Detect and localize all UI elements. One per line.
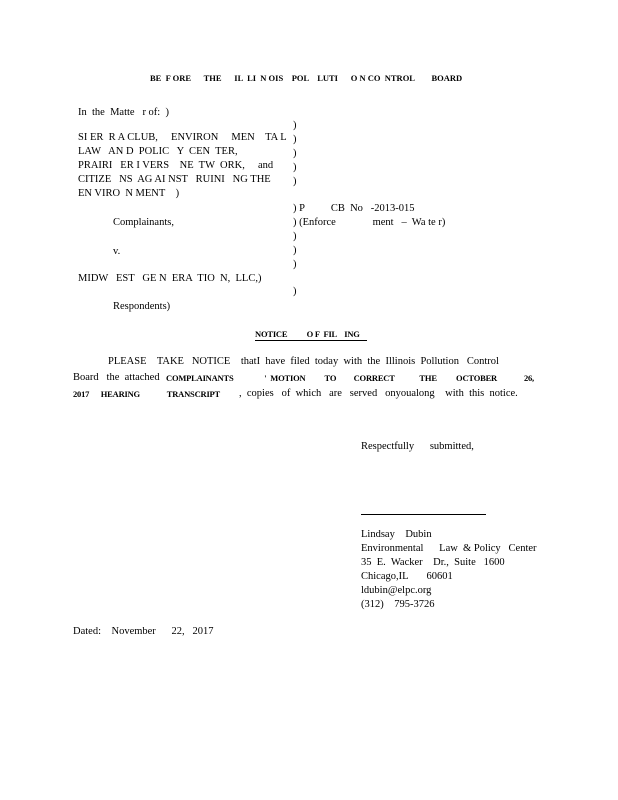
signer-organization: Environmental Law & Policy Center <box>361 543 537 554</box>
notice-line-1: PLEASE TAKE NOTICE thatI have filed today with the Illinois Pollution Control <box>108 356 499 367</box>
case-number: ) P CB No -2013-015 <box>293 203 415 214</box>
signer-address-city: Chicago,IL 60601 <box>361 571 453 582</box>
dated-line: Dated: November 22, 2017 <box>73 626 214 637</box>
signer-name: Lindsay Dubin <box>361 529 432 540</box>
signer-phone: (312) 795-3726 <box>361 599 435 610</box>
versus-label: v. <box>113 246 121 257</box>
document-header: BE F ORE THE IL LI N OIS POL LUTI O N CO NTROL BOARD <box>150 73 463 83</box>
respondents-label: Respondents) <box>113 301 171 312</box>
caption-paren: ) <box>293 245 297 256</box>
party-line-3: PRAIRI ER I VERS NE TW ORK, and <box>78 160 274 171</box>
signature-line <box>361 514 486 515</box>
motion-title-part-1: COMPLAINANTS ' MOTION TO CORRECT THE OCTOBER 26, <box>166 373 534 383</box>
signer-address-street: 35 E. Wacker Dr., Suite 1600 <box>361 557 505 568</box>
caption-paren: ) <box>293 231 297 242</box>
notice-heading-underline <box>255 340 367 341</box>
respondent-name: MIDW EST GE N ERA TIO N, LLC,) <box>78 273 262 284</box>
caption-paren: ) <box>293 259 297 270</box>
complainants-label: Complainants, <box>113 217 174 228</box>
motion-title-part-2: 2017 HEARING TRANSCRIPT <box>73 389 221 399</box>
caption-paren: ) <box>293 162 297 173</box>
party-line-2: LAW AN D POLIC Y CEN TER, <box>78 146 238 157</box>
caption-paren: ) <box>293 176 297 187</box>
closing: Respectfully submitted, <box>361 441 474 452</box>
case-type: ) (Enforce ment – Wa te r) <box>293 217 446 228</box>
caption-paren: ) <box>293 120 297 131</box>
party-line-1: SI ER R A CLUB, ENVIRON MEN TA L <box>78 132 287 143</box>
in-the-matter-of: In the Matte r of: ) <box>78 107 169 118</box>
party-line-5: EN VIRO N MENT ) <box>78 188 180 199</box>
notice-heading: NOTICE O F FIL ING <box>255 329 360 339</box>
caption-paren: ) <box>293 134 297 145</box>
party-line-4: CITIZE NS AG AI NST RUINI NG THE <box>78 174 271 185</box>
notice-line-3-end: , copies of which are served onyoualong with this notice. <box>239 388 518 399</box>
caption-paren: ) <box>293 148 297 159</box>
notice-line-2-start: Board the attached <box>73 372 160 383</box>
caption-paren: ) <box>293 286 297 297</box>
signer-email: ldubin@elpc.org <box>361 585 432 596</box>
